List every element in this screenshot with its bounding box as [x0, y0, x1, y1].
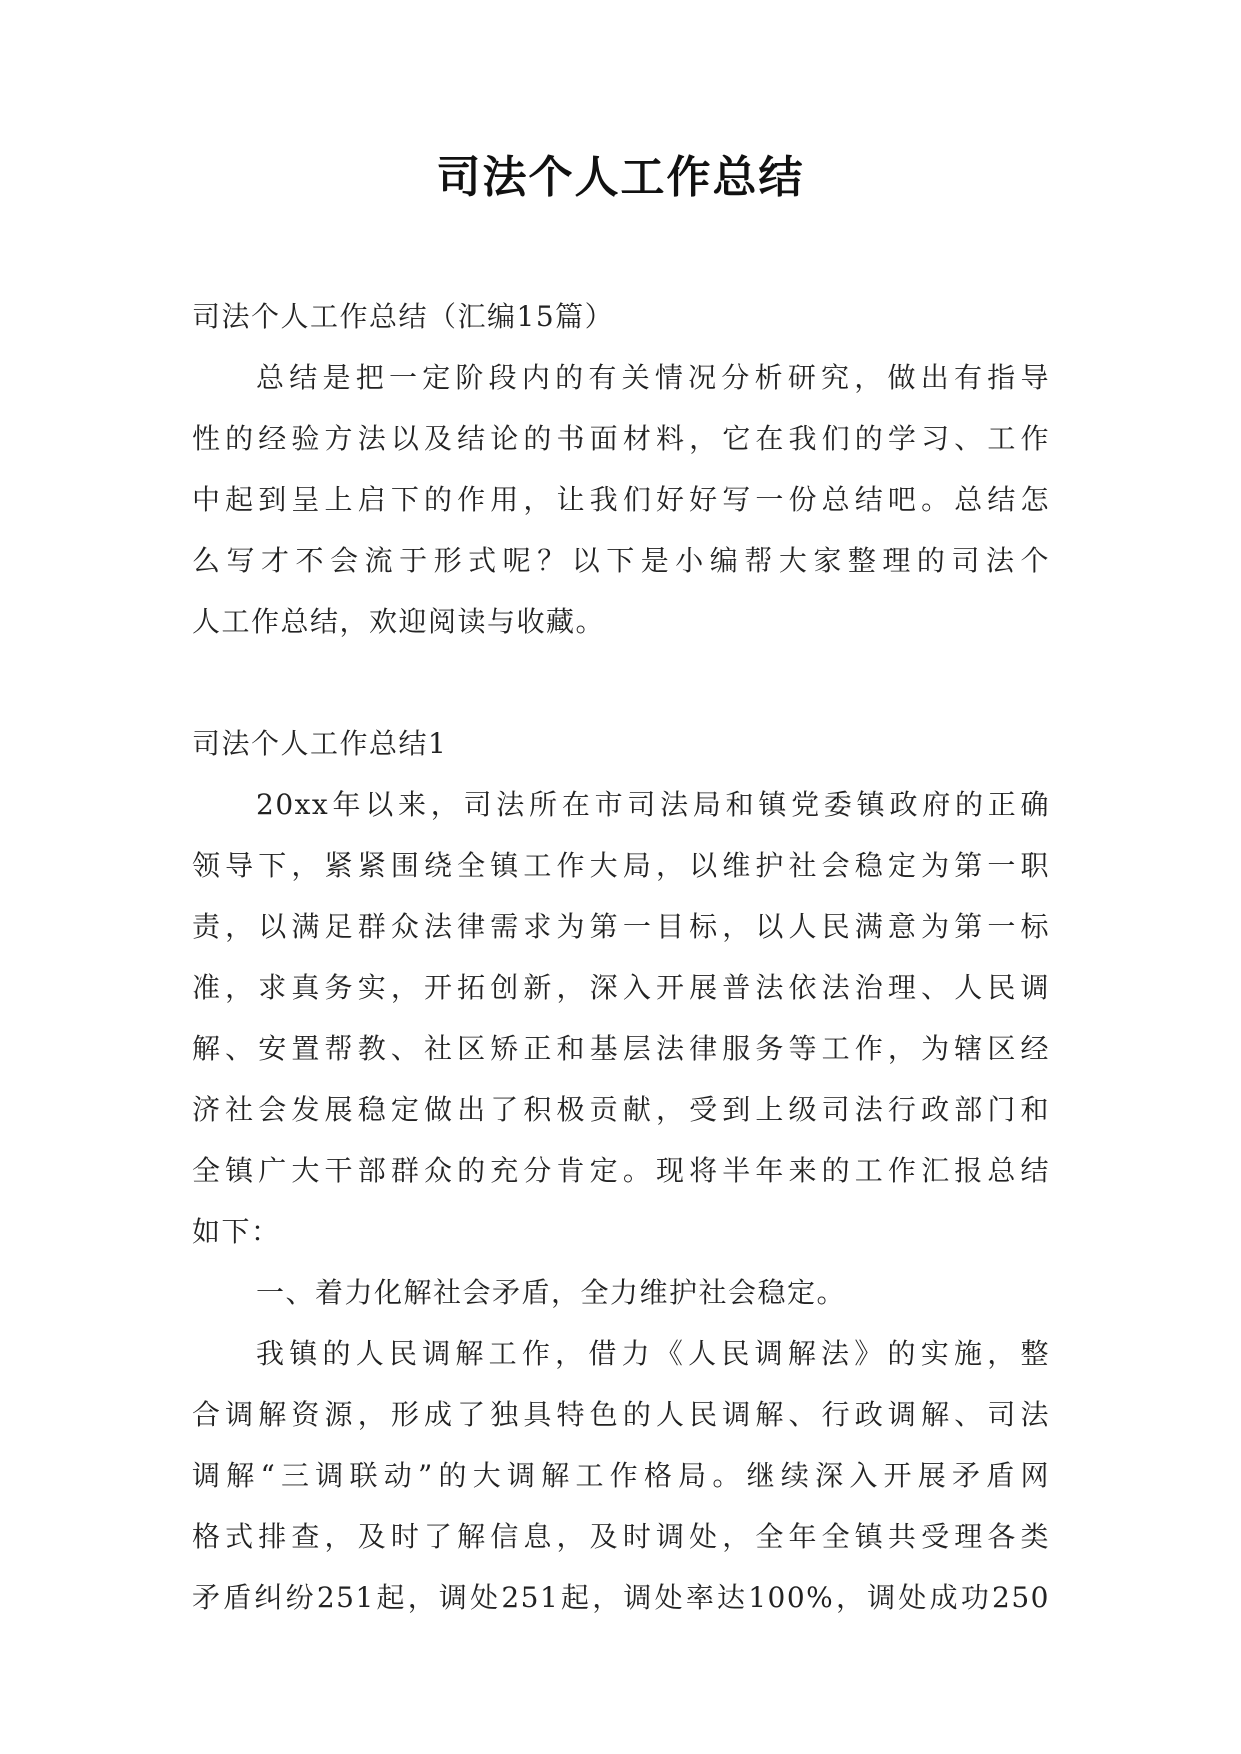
document-body	[192, 286, 1050, 1628]
section-line: 济社会发展稳定做出了积极贡献，受到上级司法行政部门和	[192, 1093, 1050, 1126]
section-line: 如下：	[192, 1215, 281, 1248]
section-line: 责，以满足群众法律需求为第一目标，以人民满意为第一标	[192, 910, 1050, 943]
section-line: 全镇广大干部群众的充分肯定。现将半年来的工作汇报总结	[192, 1154, 1050, 1187]
paragraph-gap	[192, 652, 1050, 713]
section-line: 准，求真务实，开拓创新，深入开展普法依法治理、人民调	[192, 971, 1050, 1004]
section-line: 20xx年以来，司法所在市司法局和镇党委镇政府的正确	[256, 788, 1050, 821]
document-title: 司法个人工作总结	[436, 152, 805, 203]
section-line: 领导下，紧紧围绕全镇工作大局，以维护社会稳定为第一职	[192, 849, 1050, 882]
point-heading: 一、着力化解社会矛盾，全力维护社会稳定。	[256, 1276, 847, 1309]
intro-line: 中起到呈上启下的作用，让我们好好写一份总结吧。总结怎	[192, 483, 1050, 516]
point-line: 格式排查，及时了解信息，及时调处，全年全镇共受理各类	[192, 1520, 1050, 1553]
point-line: 矛盾纠纷251起，调处251起，调处率达100%，调处成功250	[192, 1581, 1050, 1614]
point-line: 合调解资源，形成了独具特色的人民调解、行政调解、司法	[192, 1398, 1050, 1431]
section-line: 解、安置帮教、社区矫正和基层法律服务等工作，为辖区经	[192, 1032, 1050, 1065]
document-subtitle: 司法个人工作总结（汇编15篇）	[192, 300, 615, 333]
intro-line: 总结是把一定阶段内的有关情况分析研究，做出有指导	[256, 361, 1050, 394]
intro-line: 性的经验方法以及结论的书面材料，它在我们的学习、工作	[192, 422, 1050, 455]
intro-line: 么写才不会流于形式呢？以下是小编帮大家整理的司法个	[192, 544, 1050, 577]
point-line: 我镇的人民调解工作，借力《人民调解法》的实施，整	[256, 1337, 1050, 1370]
point-line: 调解“三调联动”的大调解工作格局。继续深入开展矛盾网	[192, 1459, 1050, 1492]
intro-line: 人工作总结，欢迎阅读与收藏。	[192, 605, 606, 638]
section-heading: 司法个人工作总结1	[192, 727, 448, 760]
